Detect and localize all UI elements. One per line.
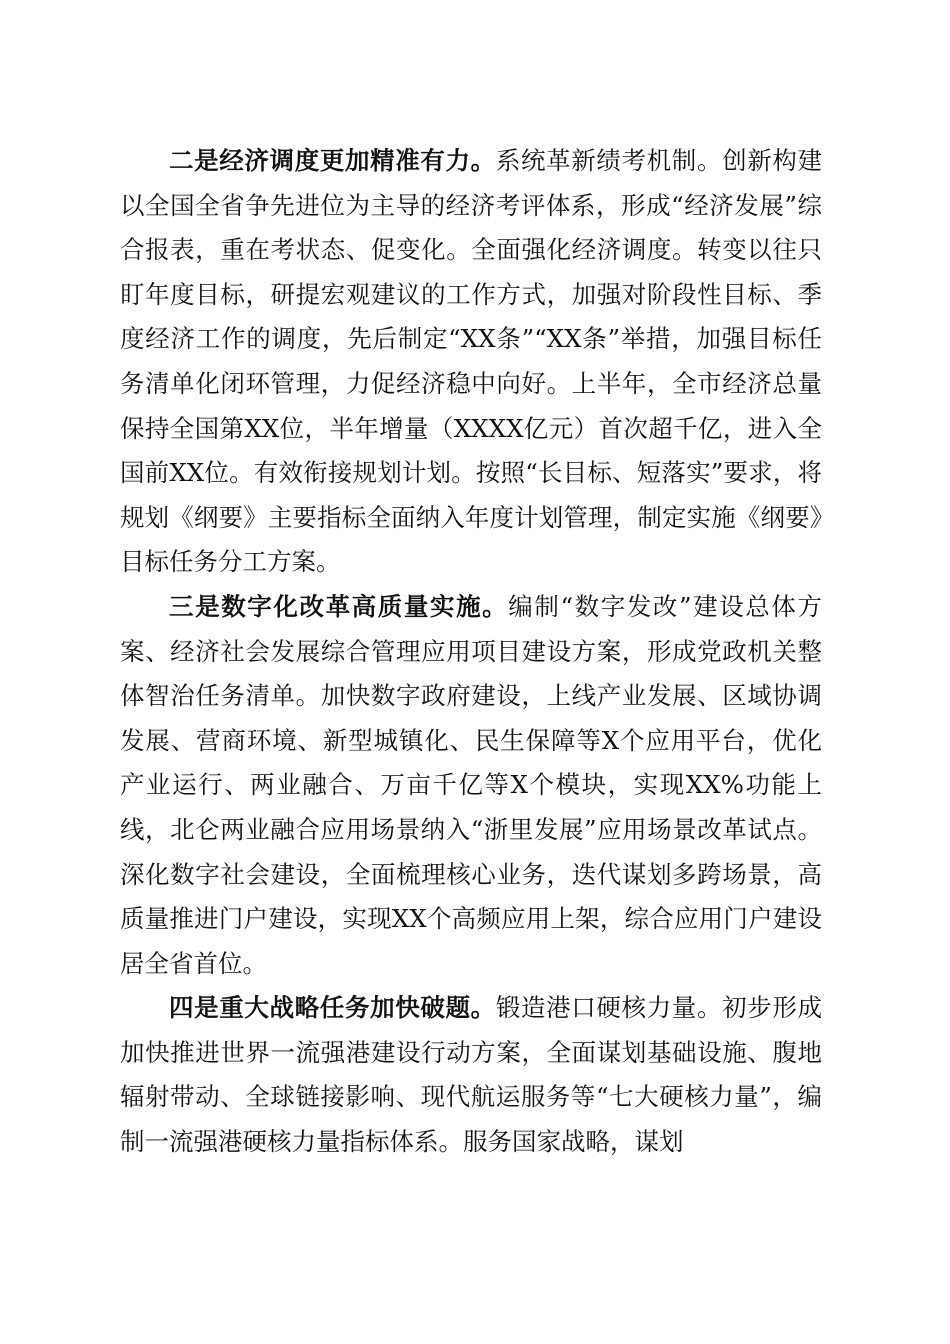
paragraph-3 [120,585,822,986]
paragraph-heading: 四是重大战略任务加快破题。 [169,993,496,1023]
paragraph-4 [120,986,822,1164]
paragraph-text: 系统革新绩考机制。创新构建以全国全省争先进位为主导的经济考评体系，形成“经济发展”综合报表，重在考状态、促变化。全面强化经济调度。转变以往只盯年度目标，研提宏观建议的工作方式，加强对阶段性目标、季度经济工作的调度，先后制定“XX条”“XX条”举措，加强目标任务清单化闭环管理，力促经济稳中向好。上半年，全市经济总量保持全国第XX位，半年增量（XXXX亿元）首次超千亿，进入全国前XX位。有效衔接规划计划。按照“长目标、短落实”要求，将规划《纲要》主要指标全面纳入年度计划管理，制定实施《纲要》目标任务分工方案。 [120,146,823,577]
paragraph-heading: 三是数字化改革高质量实施。 [169,591,509,621]
document-body [120,139,822,1165]
paragraph-text: 编制“数字发改”建设总体方案、经济社会发展综合管理应用项目建设方案，形成党政机关整体智治任务清单。加快数字政府建设，上线产业发展、区域协调发展、营商环境、新型城镇化、民生保障等X个应用平台，优化产业运行、两业融合、万亩千亿等X个模块，实现XX%功能上线，北仑两业融合应用场景纳入“浙里发展”应用场景改革试点。深化数字社会建设，全面梳理核心业务，迭代谋划多跨场景，高质量推进门户建设，实现XX个高频应用上架，综合应用门户建设居全省首位。 [120,591,823,978]
paragraph-text: 锻造港口硬核力量。初步形成加快推进世界一流强港建设行动方案，全面谋划基础设施、腹地辐射带动、全球链接影响、现代航运服务等“七大硬核力量”，编制一流强港硬核力量指标体系。服务国家战略，谋划 [120,993,823,1157]
paragraph-2 [120,139,822,585]
paragraph-heading: 二是经济调度更加精准有力。 [169,146,496,175]
